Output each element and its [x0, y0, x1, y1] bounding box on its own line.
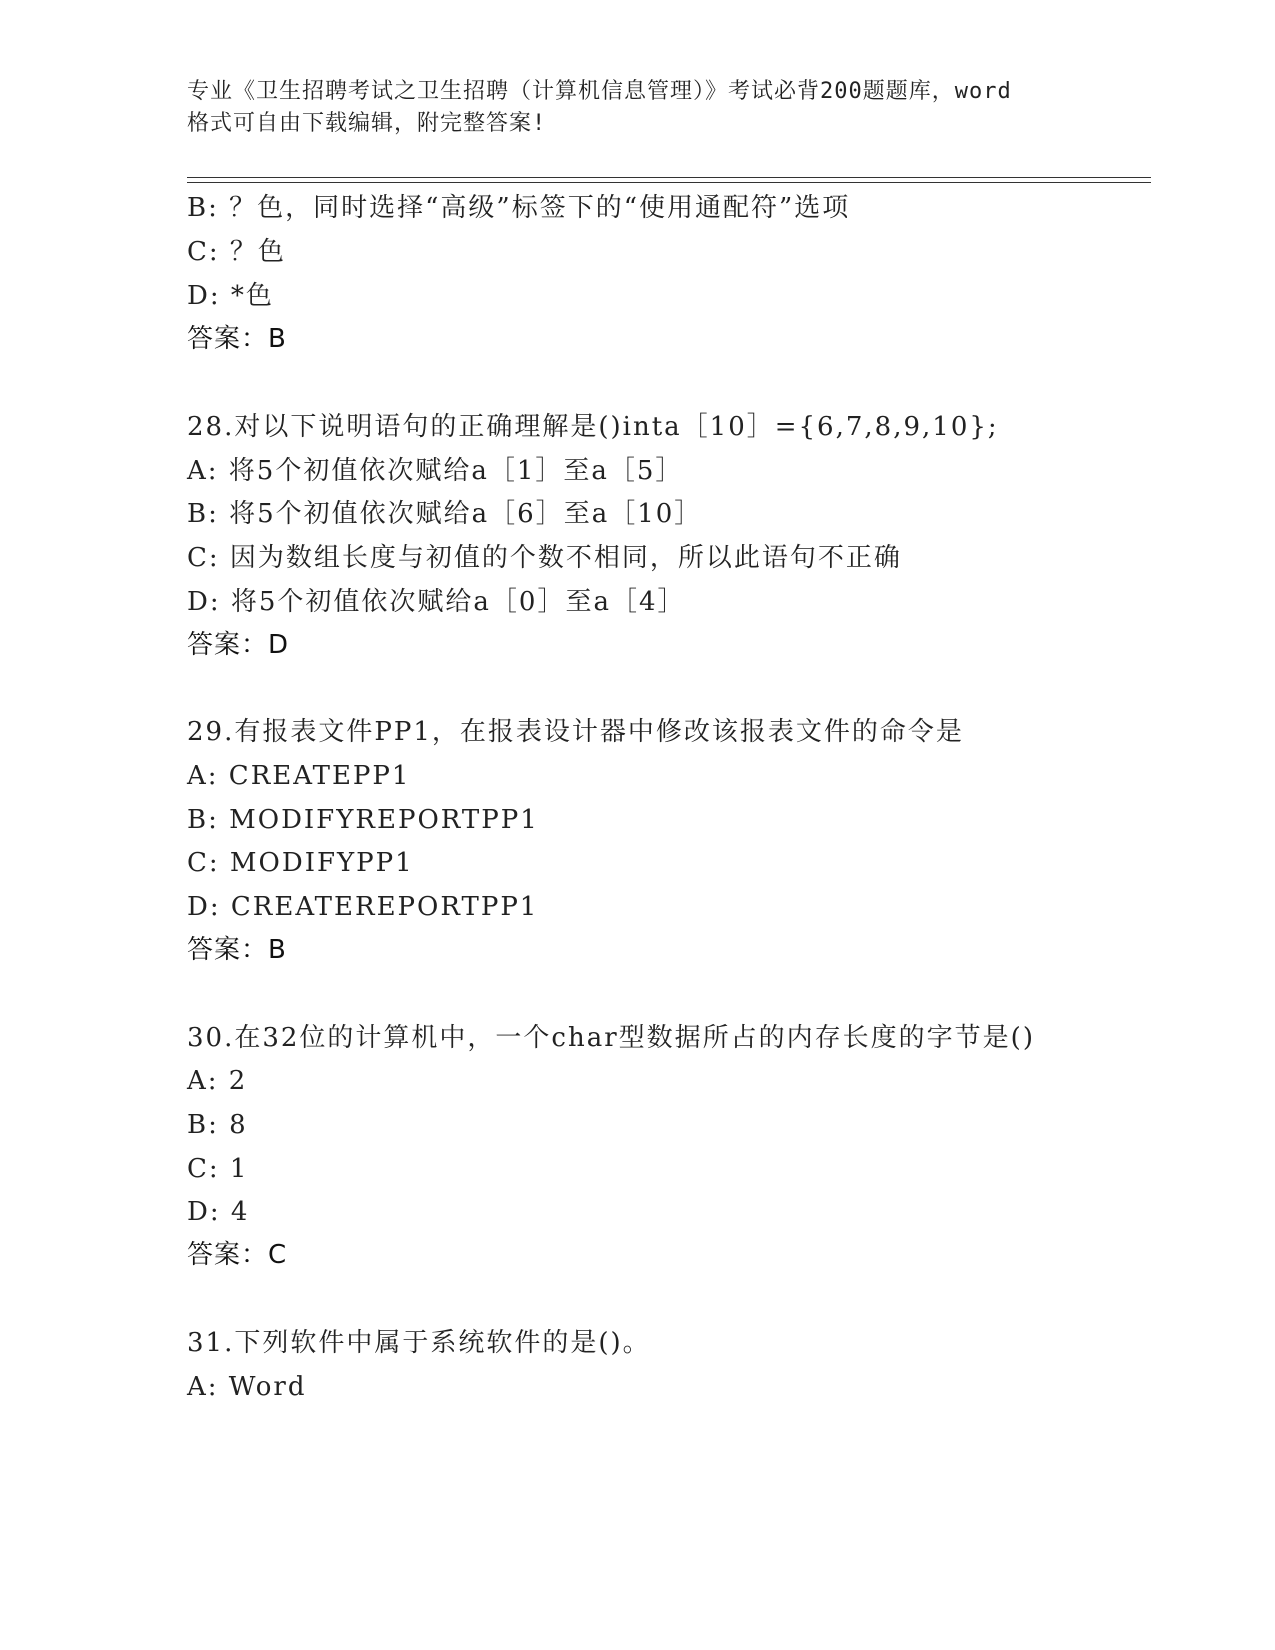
header-title-line-1: 专业《卫生招聘考试之卫生招聘（计算机信息管理）》考试必背200题题库，word — [187, 79, 1012, 104]
q28-option-c: C: 因为数组长度与初值的个数不相同，所以此语句不正确 — [187, 543, 902, 573]
q30-option-d: D: 4 — [187, 1197, 250, 1227]
q29-option-b: B: MODIFYREPORTPP1 — [187, 805, 539, 835]
q29-question: 29.有报表文件PP1，在报表设计器中修改该报表文件的命令是 — [187, 717, 964, 747]
header-divider-bottom — [187, 182, 1151, 183]
q30-option-b: B: 8 — [187, 1110, 248, 1140]
q31-question: 31.下列软件中属于系统软件的是()。 — [187, 1328, 651, 1358]
q29-option-a: A: CREATEPP1 — [187, 761, 411, 791]
header-title-line-2: 格式可自由下载编辑，附完整答案! — [187, 111, 547, 136]
q30-question: 30.在32位的计算机中，一个char型数据所占的内存长度的字节是() — [187, 1023, 1035, 1053]
q28-answer: 答案：D — [187, 630, 290, 660]
q27-answer: 答案：B — [187, 324, 287, 354]
q27-option-c: C: ？色 — [187, 237, 286, 267]
header-divider-top — [187, 177, 1151, 178]
q29-answer: 答案：B — [187, 935, 287, 965]
q28-option-b: B: 将5个初值依次赋给a［6］至a［10］ — [187, 499, 703, 529]
q30-option-c: C: 1 — [187, 1154, 249, 1184]
q28-option-d: D: 将5个初值依次赋给a［0］至a［4］ — [187, 587, 686, 617]
q30-option-a: A: 2 — [187, 1066, 248, 1096]
document-header — [187, 76, 1087, 140]
q28-question: 28.对以下说明语句的正确理解是()inta［10］={6,7,8,9,10}; — [187, 412, 999, 442]
q31-option-a: A: Word — [187, 1372, 307, 1402]
q29-option-d: D: CREATEREPORTPP1 — [187, 892, 539, 922]
q27-option-d: D: *色 — [187, 281, 274, 311]
q29-option-c: C: MODIFYPP1 — [187, 848, 414, 878]
q30-answer: 答案：C — [187, 1240, 288, 1270]
q27-option-b: B: ？色，同时选择“高级”标签下的“使用通配符”选项 — [187, 193, 851, 223]
q28-option-a: A: 将5个初值依次赋给a［1］至a［5］ — [187, 456, 684, 486]
